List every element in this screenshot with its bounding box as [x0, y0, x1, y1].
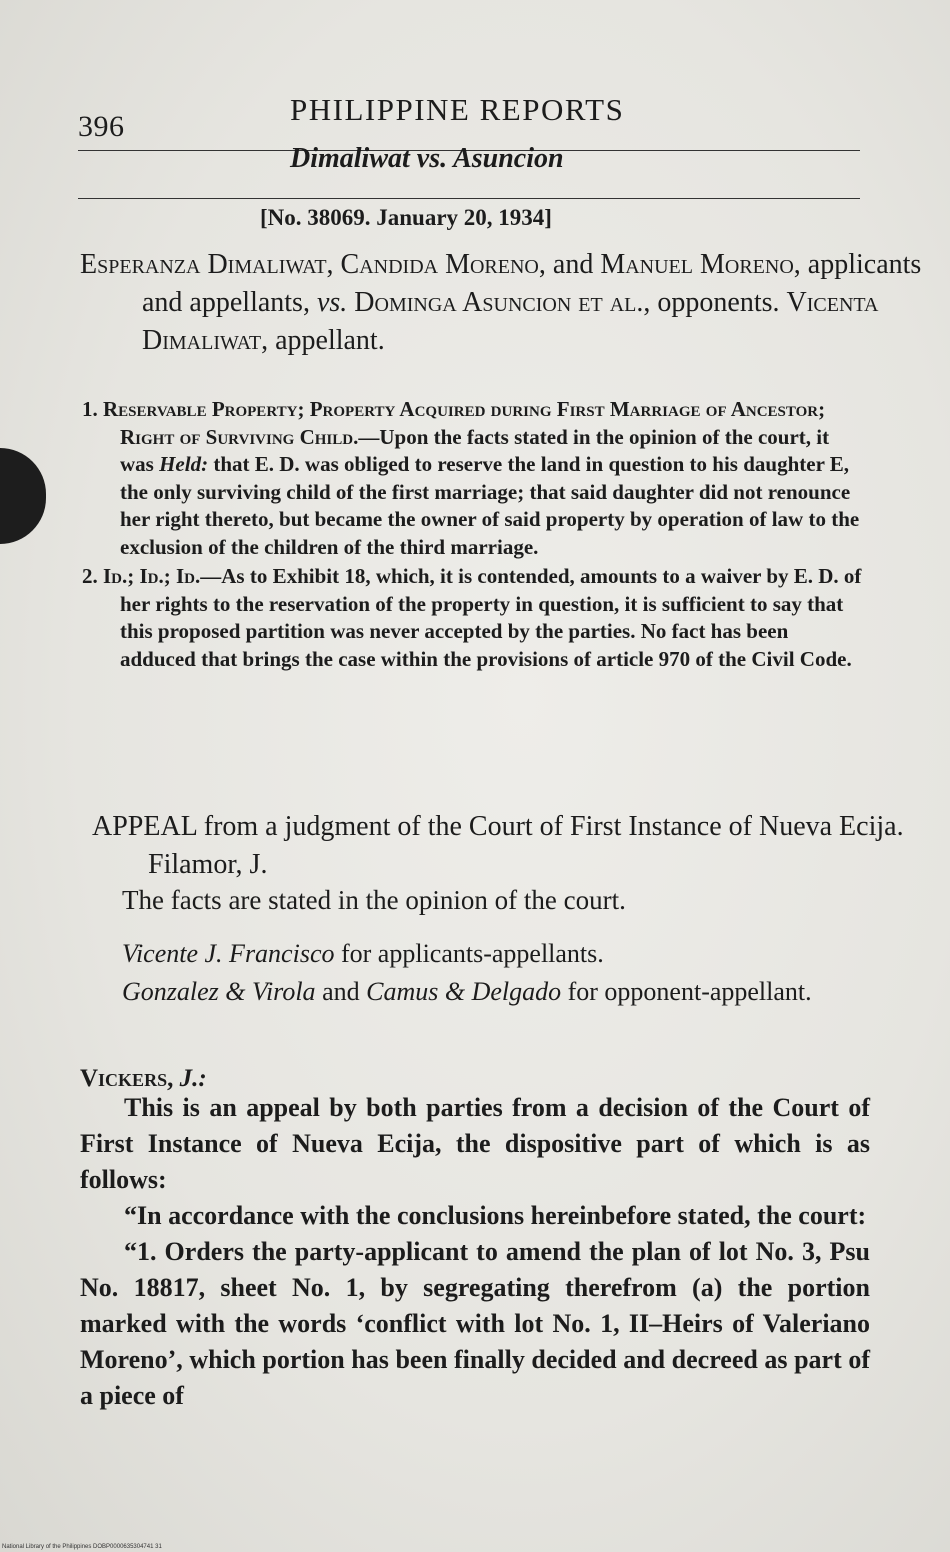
appeal-statement: [92, 808, 923, 884]
syllabus-number: 1.: [82, 397, 98, 421]
counsel-opponent: [78, 973, 868, 1011]
header-rule-bottom: [78, 198, 860, 199]
paragraph: “1. Orders the party-applicant to amend the plan of lot No. 3, Psu No. 18817, sheet No. 1, by segregating therefrom (a) the portion marked with the words ‘conflict with lot No. 1, II–Heirs of Valeriano Moreno’, which portion has been finally decided and decreed as part of a piece of: [80, 1237, 870, 1410]
paragraph: This is an appeal by both parties from a decision of the Court of First Instance of Nueva Ecija, the dispositive part of which is as follows:: [80, 1093, 870, 1194]
counsel-role: for opponent-appellant.: [561, 977, 812, 1006]
facts-statement: The facts are stated in the opinion of the court.: [122, 885, 626, 915]
opinion-body: [80, 1090, 870, 1414]
counsel-applicants: [78, 935, 868, 973]
page-header: [78, 84, 860, 144]
paragraph: “In accordance with the conclusions hereinbefore stated, the court:: [124, 1201, 867, 1230]
party-appellant: Vicenta Dimaliwat,: [142, 287, 879, 356]
page-number: 396: [78, 110, 125, 143]
running-title: PHILIPPINE REPORTS: [290, 92, 625, 127]
syllabus-heading: Reservable Property; Property Acquired during First Marriage of Ancestor; Right of Surviving Child.: [103, 397, 826, 449]
opinion-author: [80, 1065, 207, 1093]
syllabus-item: [82, 396, 862, 561]
case-short-title: Dimaliwat vs. Asuncion: [290, 143, 564, 174]
syllabus-heading: Id.; Id.; Id.: [103, 564, 201, 588]
party-conjunction: and: [545, 249, 601, 280]
syllabus-text: —As to Exhibit 18, which, it is contended, amounts to a waiver by E. D. of her rights to the reservation of the property in question, it is sufficient to say that this proposed partition was never accepted by the parties. No fact has been adduced that brings the case within the provisions of article 970 of the Civil Code.: [120, 564, 862, 671]
counsel-block: [78, 935, 868, 1011]
counsel-conjunction: and: [315, 977, 367, 1006]
counsel-name: Camus & Delgado: [366, 977, 562, 1006]
case-parties: [80, 246, 922, 360]
party-applicants-2: Manuel Moreno,: [600, 249, 801, 280]
party-role-applicants: applicants and appellants,: [142, 249, 922, 318]
appeal-text: APPEAL from a judgment of the Court of First Instance of Nueva Ecija.: [92, 811, 904, 842]
scan-credit: National Library of the Philippines DOBP0000635304741 31: [2, 1544, 162, 1550]
counsel-name: Vicente J. Francisco: [122, 939, 335, 968]
syllabus-text-cont: that E. D. was obliged to reserve the land in question to his daughter E, the only surviving child of the first marriage; that said daughter did not renounce her right thereto, but became the owner of said property by operation of law to the exclusion of the children of the third marriage.: [120, 452, 860, 559]
syllabus-text: —Upon the facts stated in the opinion of the court, it was: [120, 424, 830, 476]
docket-number: [No. 38069. January 20, 1934]: [260, 205, 552, 230]
counsel-name: Gonzalez & Virola: [122, 977, 316, 1006]
syllabus-item: [82, 563, 862, 673]
syllabus-number: 2.: [82, 564, 98, 588]
binding-shadow: [0, 448, 46, 544]
party-applicants-1: Esperanza Dimaliwat, Candida Moreno,: [80, 249, 546, 280]
author-name: Vickers,: [80, 1065, 174, 1092]
versus: vs.: [316, 287, 348, 318]
party-opponents: Dominga Asuncion et al.,: [354, 287, 651, 318]
trial-judge: Filamor, J.: [148, 849, 268, 880]
syllabus: [82, 396, 862, 675]
counsel-role: for applicants-appellants.: [334, 939, 604, 968]
party-role-opponents: opponents.: [650, 287, 787, 318]
party-role-appellant: appellant.: [268, 325, 385, 356]
author-title: J.:: [173, 1065, 207, 1092]
syllabus-held: Held:: [159, 452, 209, 476]
